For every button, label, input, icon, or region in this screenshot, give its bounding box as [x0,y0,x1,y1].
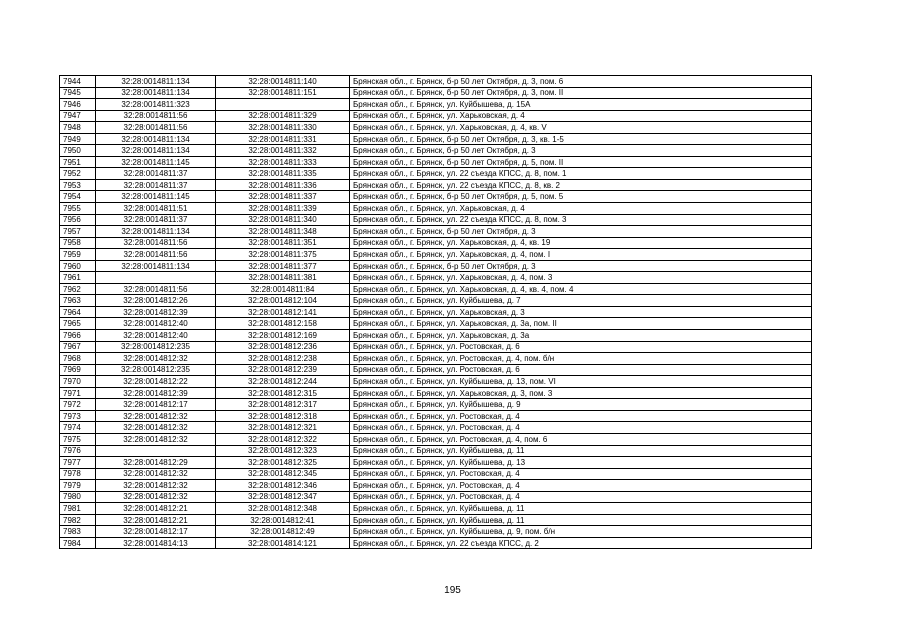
parent-cadastral-number-cell: 32:28:0014811:56 [96,249,216,261]
parent-cadastral-number-cell: 32:28:0014811:145 [96,191,216,203]
cadastral-number-cell: 32:28:0014811:377 [216,260,350,272]
row-number-cell: 7981 [60,503,96,515]
records-table-container [59,75,811,549]
address-cell: Брянская обл., г. Брянск, ул. Харьковская, д. 3а [350,330,812,342]
cadastral-number-cell: 32:28:0014811:329 [216,110,350,122]
row-number-cell: 7959 [60,249,96,261]
address-cell: Брянская обл., г. Брянск, б-р 50 лет Октября, д. 3, кв. 1-5 [350,133,812,145]
parent-cadastral-number-cell [96,445,216,457]
cadastral-number-cell: 32:28:0014812:321 [216,422,350,434]
address-cell: Брянская обл., г. Брянск, б-р 50 лет Октября, д. 5, пом. II [350,156,812,168]
cadastral-number-cell: 32:28:0014812:158 [216,318,350,330]
row-number-cell: 7967 [60,341,96,353]
address-cell: Брянская обл., г. Брянск, ул. Ростовская, д. 4, пом. б/н [350,353,812,365]
row-number-cell: 7955 [60,203,96,215]
address-cell: Брянская обл., г. Брянск, ул. Куйбышева, д. 11 [350,514,812,526]
parent-cadastral-number-cell: 32:28:0014811:37 [96,179,216,191]
parent-cadastral-number-cell: 32:28:0014811:134 [96,76,216,88]
table-row [60,468,812,480]
table-row [60,168,812,180]
table-row [60,445,812,457]
table-row [60,433,812,445]
table-row [60,318,812,330]
address-cell: Брянская обл., г. Брянск, ул. 22 съезда КПСС, д. 2 [350,537,812,549]
cadastral-number-cell: 32:28:0014811:151 [216,87,350,99]
row-number-cell: 7963 [60,295,96,307]
cadastral-number-cell: 32:28:0014814:121 [216,537,350,549]
address-cell: Брянская обл., г. Брянск, ул. Куйбышева, д. 7 [350,295,812,307]
cadastral-number-cell: 32:28:0014812:238 [216,353,350,365]
cadastral-number-cell: 32:28:0014812:315 [216,387,350,399]
row-number-cell: 7970 [60,376,96,388]
address-cell: Брянская обл., г. Брянск, ул. Харьковская, д. 3 [350,306,812,318]
row-number-cell: 7948 [60,122,96,134]
parent-cadastral-number-cell: 32:28:0014811:323 [96,99,216,111]
table-row [60,272,812,284]
table-row [60,99,812,111]
row-number-cell: 7954 [60,191,96,203]
cadastral-number-cell: 32:28:0014811:339 [216,203,350,215]
address-cell: Брянская обл., г. Брянск, ул. Куйбышева, д. 13 [350,457,812,469]
table-row [60,283,812,295]
parent-cadastral-number-cell: 32:28:0014812:235 [96,364,216,376]
cadastral-number-cell: 32:28:0014812:49 [216,526,350,538]
cadastral-number-cell: 32:28:0014811:335 [216,168,350,180]
parent-cadastral-number-cell: 32:28:0014812:40 [96,318,216,330]
cadastral-number-cell: 32:28:0014811:140 [216,76,350,88]
row-number-cell: 7950 [60,145,96,157]
parent-cadastral-number-cell: 32:28:0014812:29 [96,457,216,469]
parent-cadastral-number-cell: 32:28:0014811:145 [96,156,216,168]
address-cell: Брянская обл., г. Брянск, б-р 50 лет Октября, д. 3 [350,145,812,157]
row-number-cell: 7980 [60,491,96,503]
address-cell: Брянская обл., г. Брянск, ул. Харьковская, д. 3, пом. 3 [350,387,812,399]
address-cell: Брянская обл., г. Брянск, ул. Куйбышева, д. 9, пом. б/н [350,526,812,538]
row-number-cell: 7975 [60,433,96,445]
table-row [60,330,812,342]
parent-cadastral-number-cell: 32:28:0014812:40 [96,330,216,342]
address-cell: Брянская обл., г. Брянск, ул. Ростовская, д. 4 [350,480,812,492]
address-cell: Брянская обл., г. Брянск, ул. Куйбышева, д. 11 [350,445,812,457]
row-number-cell: 7946 [60,99,96,111]
cadastral-number-cell: 32:28:0014811:337 [216,191,350,203]
table-row [60,214,812,226]
table-row [60,76,812,88]
cadastral-number-cell: 32:28:0014811:333 [216,156,350,168]
row-number-cell: 7952 [60,168,96,180]
parent-cadastral-number-cell: 32:28:0014812:32 [96,410,216,422]
table-row [60,249,812,261]
table-row [60,457,812,469]
row-number-cell: 7964 [60,306,96,318]
address-cell: Брянская обл., г. Брянск, ул. 22 съезда КПСС, д. 8, пом. 1 [350,168,812,180]
address-cell: Брянская обл., г. Брянск, б-р 50 лет Октября, д. 3 [350,260,812,272]
table-row [60,226,812,238]
row-number-cell: 7958 [60,237,96,249]
parent-cadastral-number-cell: 32:28:0014814:13 [96,537,216,549]
table-row [60,491,812,503]
parent-cadastral-number-cell: 32:28:0014811:56 [96,110,216,122]
parent-cadastral-number-cell: 32:28:0014811:56 [96,283,216,295]
address-cell: Брянская обл., г. Брянск, ул. Харьковская, д. 4, кв. V [350,122,812,134]
table-row [60,526,812,538]
parent-cadastral-number-cell: 32:28:0014812:32 [96,353,216,365]
row-number-cell: 7960 [60,260,96,272]
address-cell: Брянская обл., г. Брянск, б-р 50 лет Октября, д. 3, пом. 6 [350,76,812,88]
row-number-cell: 7976 [60,445,96,457]
row-number-cell: 7962 [60,283,96,295]
parent-cadastral-number-cell: 32:28:0014812:39 [96,306,216,318]
table-row [60,145,812,157]
cadastral-number-cell: 32:28:0014811:351 [216,237,350,249]
table-row [60,179,812,191]
row-number-cell: 7977 [60,457,96,469]
row-number-cell: 7978 [60,468,96,480]
cadastral-number-cell: 32:28:0014812:322 [216,433,350,445]
row-number-cell: 7969 [60,364,96,376]
cadastral-number-cell: 32:28:0014811:84 [216,283,350,295]
parent-cadastral-number-cell: 32:28:0014811:134 [96,226,216,238]
table-row [60,422,812,434]
table-row [60,399,812,411]
parent-cadastral-number-cell: 32:28:0014811:134 [96,87,216,99]
cadastral-number-cell: 32:28:0014812:244 [216,376,350,388]
parent-cadastral-number-cell: 32:28:0014812:22 [96,376,216,388]
cadastral-number-cell: 32:28:0014812:348 [216,503,350,515]
row-number-cell: 7956 [60,214,96,226]
cadastral-number-cell: 32:28:0014812:239 [216,364,350,376]
parent-cadastral-number-cell [96,272,216,284]
cadastral-number-cell: 32:28:0014812:345 [216,468,350,480]
row-number-cell: 7961 [60,272,96,284]
cadastral-number-cell: 32:28:0014812:41 [216,514,350,526]
address-cell: Брянская обл., г. Брянск, ул. Харьковская, д. 4, кв. 4, пом. 4 [350,283,812,295]
records-table [59,75,812,549]
table-row [60,306,812,318]
table-row [60,203,812,215]
parent-cadastral-number-cell: 32:28:0014812:21 [96,514,216,526]
table-row [60,122,812,134]
row-number-cell: 7974 [60,422,96,434]
cadastral-number-cell: 32:28:0014811:332 [216,145,350,157]
cadastral-number-cell: 32:28:0014812:236 [216,341,350,353]
row-number-cell: 7947 [60,110,96,122]
table-row [60,410,812,422]
table-row [60,353,812,365]
address-cell: Брянская обл., г. Брянск, ул. Ростовская, д. 4 [350,422,812,434]
address-cell: Брянская обл., г. Брянск, ул. Харьковская, д. 4, пом. 3 [350,272,812,284]
page-number: 195 [444,585,461,596]
parent-cadastral-number-cell: 32:28:0014811:37 [96,168,216,180]
address-cell: Брянская обл., г. Брянск, ул. Куйбышева, д. 15А [350,99,812,111]
cadastral-number-cell: 32:28:0014812:347 [216,491,350,503]
cadastral-number-cell: 32:28:0014812:318 [216,410,350,422]
address-cell: Брянская обл., г. Брянск, ул. Харьковская, д. 4, пом. I [350,249,812,261]
table-row [60,191,812,203]
row-number-cell: 7944 [60,76,96,88]
cadastral-number-cell: 32:28:0014812:169 [216,330,350,342]
parent-cadastral-number-cell: 32:28:0014812:235 [96,341,216,353]
cadastral-number-cell: 32:28:0014812:104 [216,295,350,307]
table-row [60,480,812,492]
address-cell: Брянская обл., г. Брянск, ул. 22 съезда КПСС, д. 8, кв. 2 [350,179,812,191]
records-table-body [60,76,812,549]
parent-cadastral-number-cell: 32:28:0014812:26 [96,295,216,307]
parent-cadastral-number-cell: 32:28:0014812:32 [96,468,216,480]
parent-cadastral-number-cell: 32:28:0014812:32 [96,491,216,503]
row-number-cell: 7951 [60,156,96,168]
parent-cadastral-number-cell: 32:28:0014811:56 [96,237,216,249]
parent-cadastral-number-cell: 32:28:0014812:32 [96,433,216,445]
cadastral-number-cell: 32:28:0014811:336 [216,179,350,191]
address-cell: Брянская обл., г. Брянск, ул. Ростовская, д. 4 [350,410,812,422]
address-cell: Брянская обл., г. Брянск, ул. Куйбышева, д. 11 [350,503,812,515]
row-number-cell: 7979 [60,480,96,492]
table-row [60,537,812,549]
cadastral-number-cell: 32:28:0014811:340 [216,214,350,226]
row-number-cell: 7971 [60,387,96,399]
parent-cadastral-number-cell: 32:28:0014812:39 [96,387,216,399]
address-cell: Брянская обл., г. Брянск, ул. Ростовская, д. 4 [350,491,812,503]
cadastral-number-cell: 32:28:0014812:325 [216,457,350,469]
parent-cadastral-number-cell: 32:28:0014811:51 [96,203,216,215]
parent-cadastral-number-cell: 32:28:0014812:21 [96,503,216,515]
row-number-cell: 7984 [60,537,96,549]
table-row [60,237,812,249]
cadastral-number-cell: 32:28:0014811:331 [216,133,350,145]
row-number-cell: 7965 [60,318,96,330]
parent-cadastral-number-cell: 32:28:0014812:32 [96,480,216,492]
address-cell: Брянская обл., г. Брянск, ул. Куйбышева, д. 9 [350,399,812,411]
address-cell: Брянская обл., г. Брянск, ул. Куйбышева, д. 13, пом. VI [350,376,812,388]
cadastral-number-cell: 32:28:0014811:375 [216,249,350,261]
address-cell: Брянская обл., г. Брянск, ул. Ростовская, д. 6 [350,364,812,376]
table-row [60,364,812,376]
address-cell: Брянская обл., г. Брянск, ул. 22 съезда КПСС, д. 8, пом. 3 [350,214,812,226]
address-cell: Брянская обл., г. Брянск, б-р 50 лет Октября, д. 3, пом. II [350,87,812,99]
address-cell: Брянская обл., г. Брянск, ул. Ростовская, д. 6 [350,341,812,353]
cadastral-number-cell: 32:28:0014811:381 [216,272,350,284]
row-number-cell: 7972 [60,399,96,411]
cadastral-number-cell [216,99,350,111]
parent-cadastral-number-cell: 32:28:0014811:56 [96,122,216,134]
parent-cadastral-number-cell: 32:28:0014811:134 [96,133,216,145]
table-row [60,295,812,307]
parent-cadastral-number-cell: 32:28:0014811:134 [96,145,216,157]
table-row [60,387,812,399]
parent-cadastral-number-cell: 32:28:0014811:37 [96,214,216,226]
address-cell: Брянская обл., г. Брянск, ул. Харьковская, д. 3а, пом. II [350,318,812,330]
table-row [60,341,812,353]
table-row [60,156,812,168]
table-row [60,514,812,526]
row-number-cell: 7953 [60,179,96,191]
address-cell: Брянская обл., г. Брянск, ул. Харьковская, д. 4, кв. 19 [350,237,812,249]
row-number-cell: 7949 [60,133,96,145]
row-number-cell: 7983 [60,526,96,538]
address-cell: Брянская обл., г. Брянск, ул. Харьковская, д. 4 [350,203,812,215]
parent-cadastral-number-cell: 32:28:0014811:134 [96,260,216,272]
address-cell: Брянская обл., г. Брянск, б-р 50 лет Октября, д. 3 [350,226,812,238]
row-number-cell: 7968 [60,353,96,365]
cadastral-number-cell: 32:28:0014812:317 [216,399,350,411]
cadastral-number-cell: 32:28:0014811:330 [216,122,350,134]
parent-cadastral-number-cell: 32:28:0014812:32 [96,422,216,434]
row-number-cell: 7973 [60,410,96,422]
cadastral-number-cell: 32:28:0014812:323 [216,445,350,457]
row-number-cell: 7945 [60,87,96,99]
cadastral-number-cell: 32:28:0014812:346 [216,480,350,492]
table-row [60,133,812,145]
parent-cadastral-number-cell: 32:28:0014812:17 [96,526,216,538]
table-row [60,260,812,272]
address-cell: Брянская обл., г. Брянск, ул. Ростовская, д. 4, пом. 6 [350,433,812,445]
cadastral-number-cell: 32:28:0014811:348 [216,226,350,238]
address-cell: Брянская обл., г. Брянск, б-р 50 лет Октября, д. 5, пом. 5 [350,191,812,203]
address-cell: Брянская обл., г. Брянск, ул. Харьковская, д. 4 [350,110,812,122]
row-number-cell: 7966 [60,330,96,342]
table-row [60,87,812,99]
parent-cadastral-number-cell: 32:28:0014812:17 [96,399,216,411]
row-number-cell: 7957 [60,226,96,238]
address-cell: Брянская обл., г. Брянск, ул. Ростовская, д. 4 [350,468,812,480]
cadastral-number-cell: 32:28:0014812:141 [216,306,350,318]
row-number-cell: 7982 [60,514,96,526]
table-row [60,376,812,388]
table-row [60,503,812,515]
table-row [60,110,812,122]
